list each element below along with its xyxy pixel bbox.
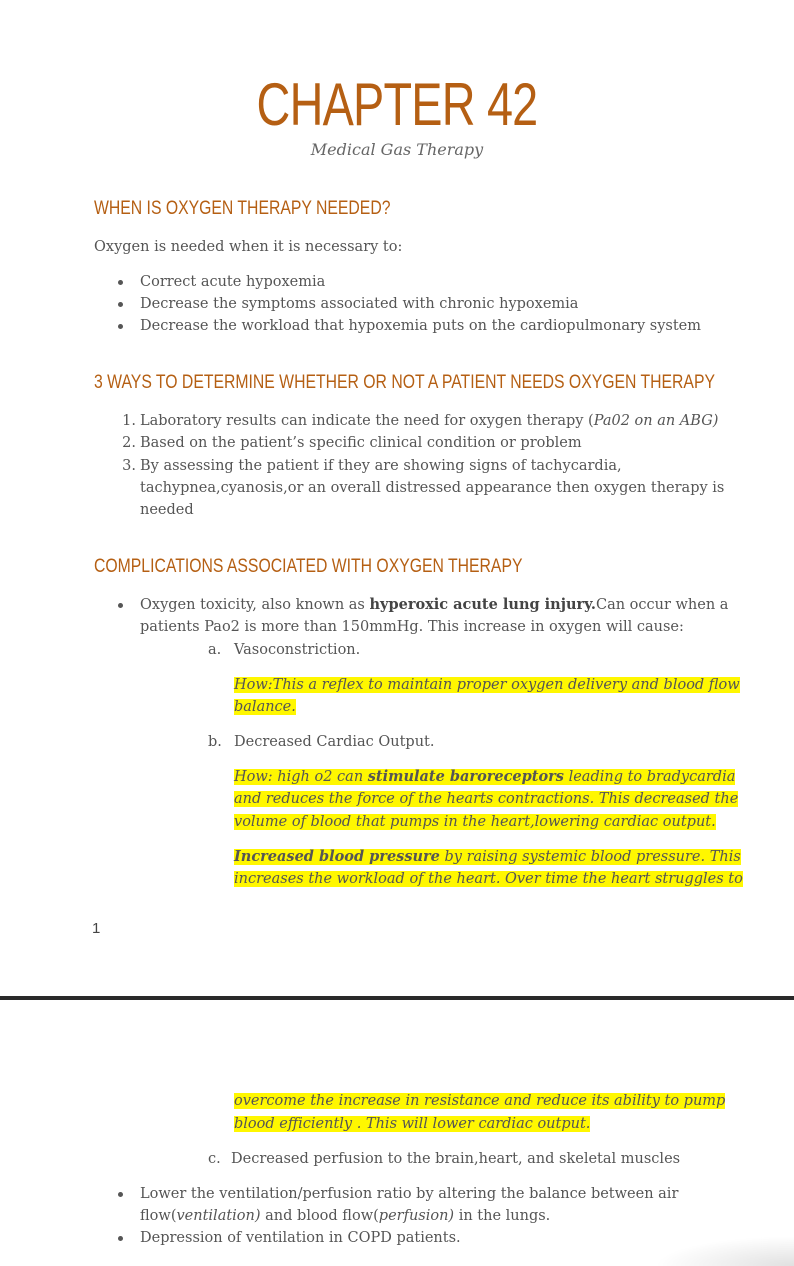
sub-item-b: Decreased Cardiac Output. <box>234 734 435 750</box>
item-number: 3. <box>122 458 136 474</box>
chapter-title: CHAPTER 42 <box>256 71 538 138</box>
highlighted-note-b: How: high o2 can stimulate baroreceptors leading to bradycardia <box>234 768 736 785</box>
list-item-copd: Depression of ventilation in COPD patients. <box>140 1227 461 1250</box>
list-item-oxygen-toxicity: Oxygen toxicity, also known as hyperoxic acute lung injury.Can occur when a <box>140 594 728 617</box>
numbered-item: 1. Laboratory results can indicate the need for oxygen therapy (Pa02 on an ABG) <box>140 410 718 433</box>
sub-item-c-label: c. <box>208 1151 221 1167</box>
page-number: 1 <box>92 920 101 937</box>
highlighted-note-bp: increases the workload of the heart. Over time the heart struggles to <box>234 871 743 887</box>
sub-item-b-label: b. <box>208 734 222 750</box>
list-item-vq-ratio: Lower the ventilation/perfusion ratio by altering the balance between air <box>140 1183 678 1206</box>
sub-item-a-label: a. <box>208 642 222 658</box>
section1-intro: Oxygen is needed when it is necessary to: <box>94 239 403 255</box>
item-number: 2. <box>122 435 136 451</box>
highlighted-note-b: and reduces the force of the hearts contractions. This decreased the <box>234 791 739 807</box>
section-heading-three-ways: 3 WAYS TO DETERMINE WHETHER OR NOT A PATIENT NEEDS OXYGEN THERAPY <box>94 372 715 393</box>
list-item: Decrease the workload that hypoxemia puts on the cardiopulmonary system <box>140 315 701 338</box>
document-page-2 <box>0 1000 794 1266</box>
numbered-item-continuation: tachypnea,cyanosis,or an overall distressed appearance then oxygen therapy is <box>140 480 725 496</box>
highlighted-note-continuation: blood efficiently . This will lower cardiac output. <box>234 1116 591 1132</box>
sub-item-a: Vasoconstriction. <box>234 642 361 658</box>
chapter-subtitle: Medical Gas Therapy <box>310 140 484 159</box>
section-heading-oxygen-needed: WHEN IS OXYGEN THERAPY NEEDED? <box>94 198 391 219</box>
list-item: Correct acute hypoxemia <box>140 271 325 294</box>
highlighted-note-a: balance. <box>234 699 296 715</box>
list-item-continuation: flow(ventilation) and blood flow(perfusion) in the lungs. <box>140 1208 551 1224</box>
highlighted-note-continuation: overcome the increase in resistance and reduce its ability to pump <box>234 1093 726 1109</box>
page-curl-shadow <box>654 1236 794 1266</box>
sub-item-c: Decreased perfusion to the brain,heart, and skeletal muscles <box>231 1151 681 1167</box>
list-item-continuation: patients Pao2 is more than 150mmHg. This increase in oxygen will cause: <box>140 619 684 635</box>
highlighted-note-a: How:This a reflex to maintain proper oxygen delivery and blood flow <box>234 677 740 693</box>
numbered-item-continuation: needed <box>140 502 194 518</box>
highlighted-note-bp: Increased blood pressure by raising systemic blood pressure. This <box>234 848 741 865</box>
highlighted-note-b: volume of blood that pumps in the heart,lowering cardiac output. <box>234 814 716 830</box>
list-item: Decrease the symptoms associated with chronic hypoxemia <box>140 293 578 316</box>
numbered-item: 3. By assessing the patient if they are showing signs of tachycardia, <box>140 455 622 478</box>
section-heading-complications: COMPLICATIONS ASSOCIATED WITH OXYGEN THERAPY <box>94 556 523 577</box>
numbered-item: 2. Based on the patient’s specific clinical condition or problem <box>140 432 582 455</box>
item-number: 1. <box>122 413 136 429</box>
